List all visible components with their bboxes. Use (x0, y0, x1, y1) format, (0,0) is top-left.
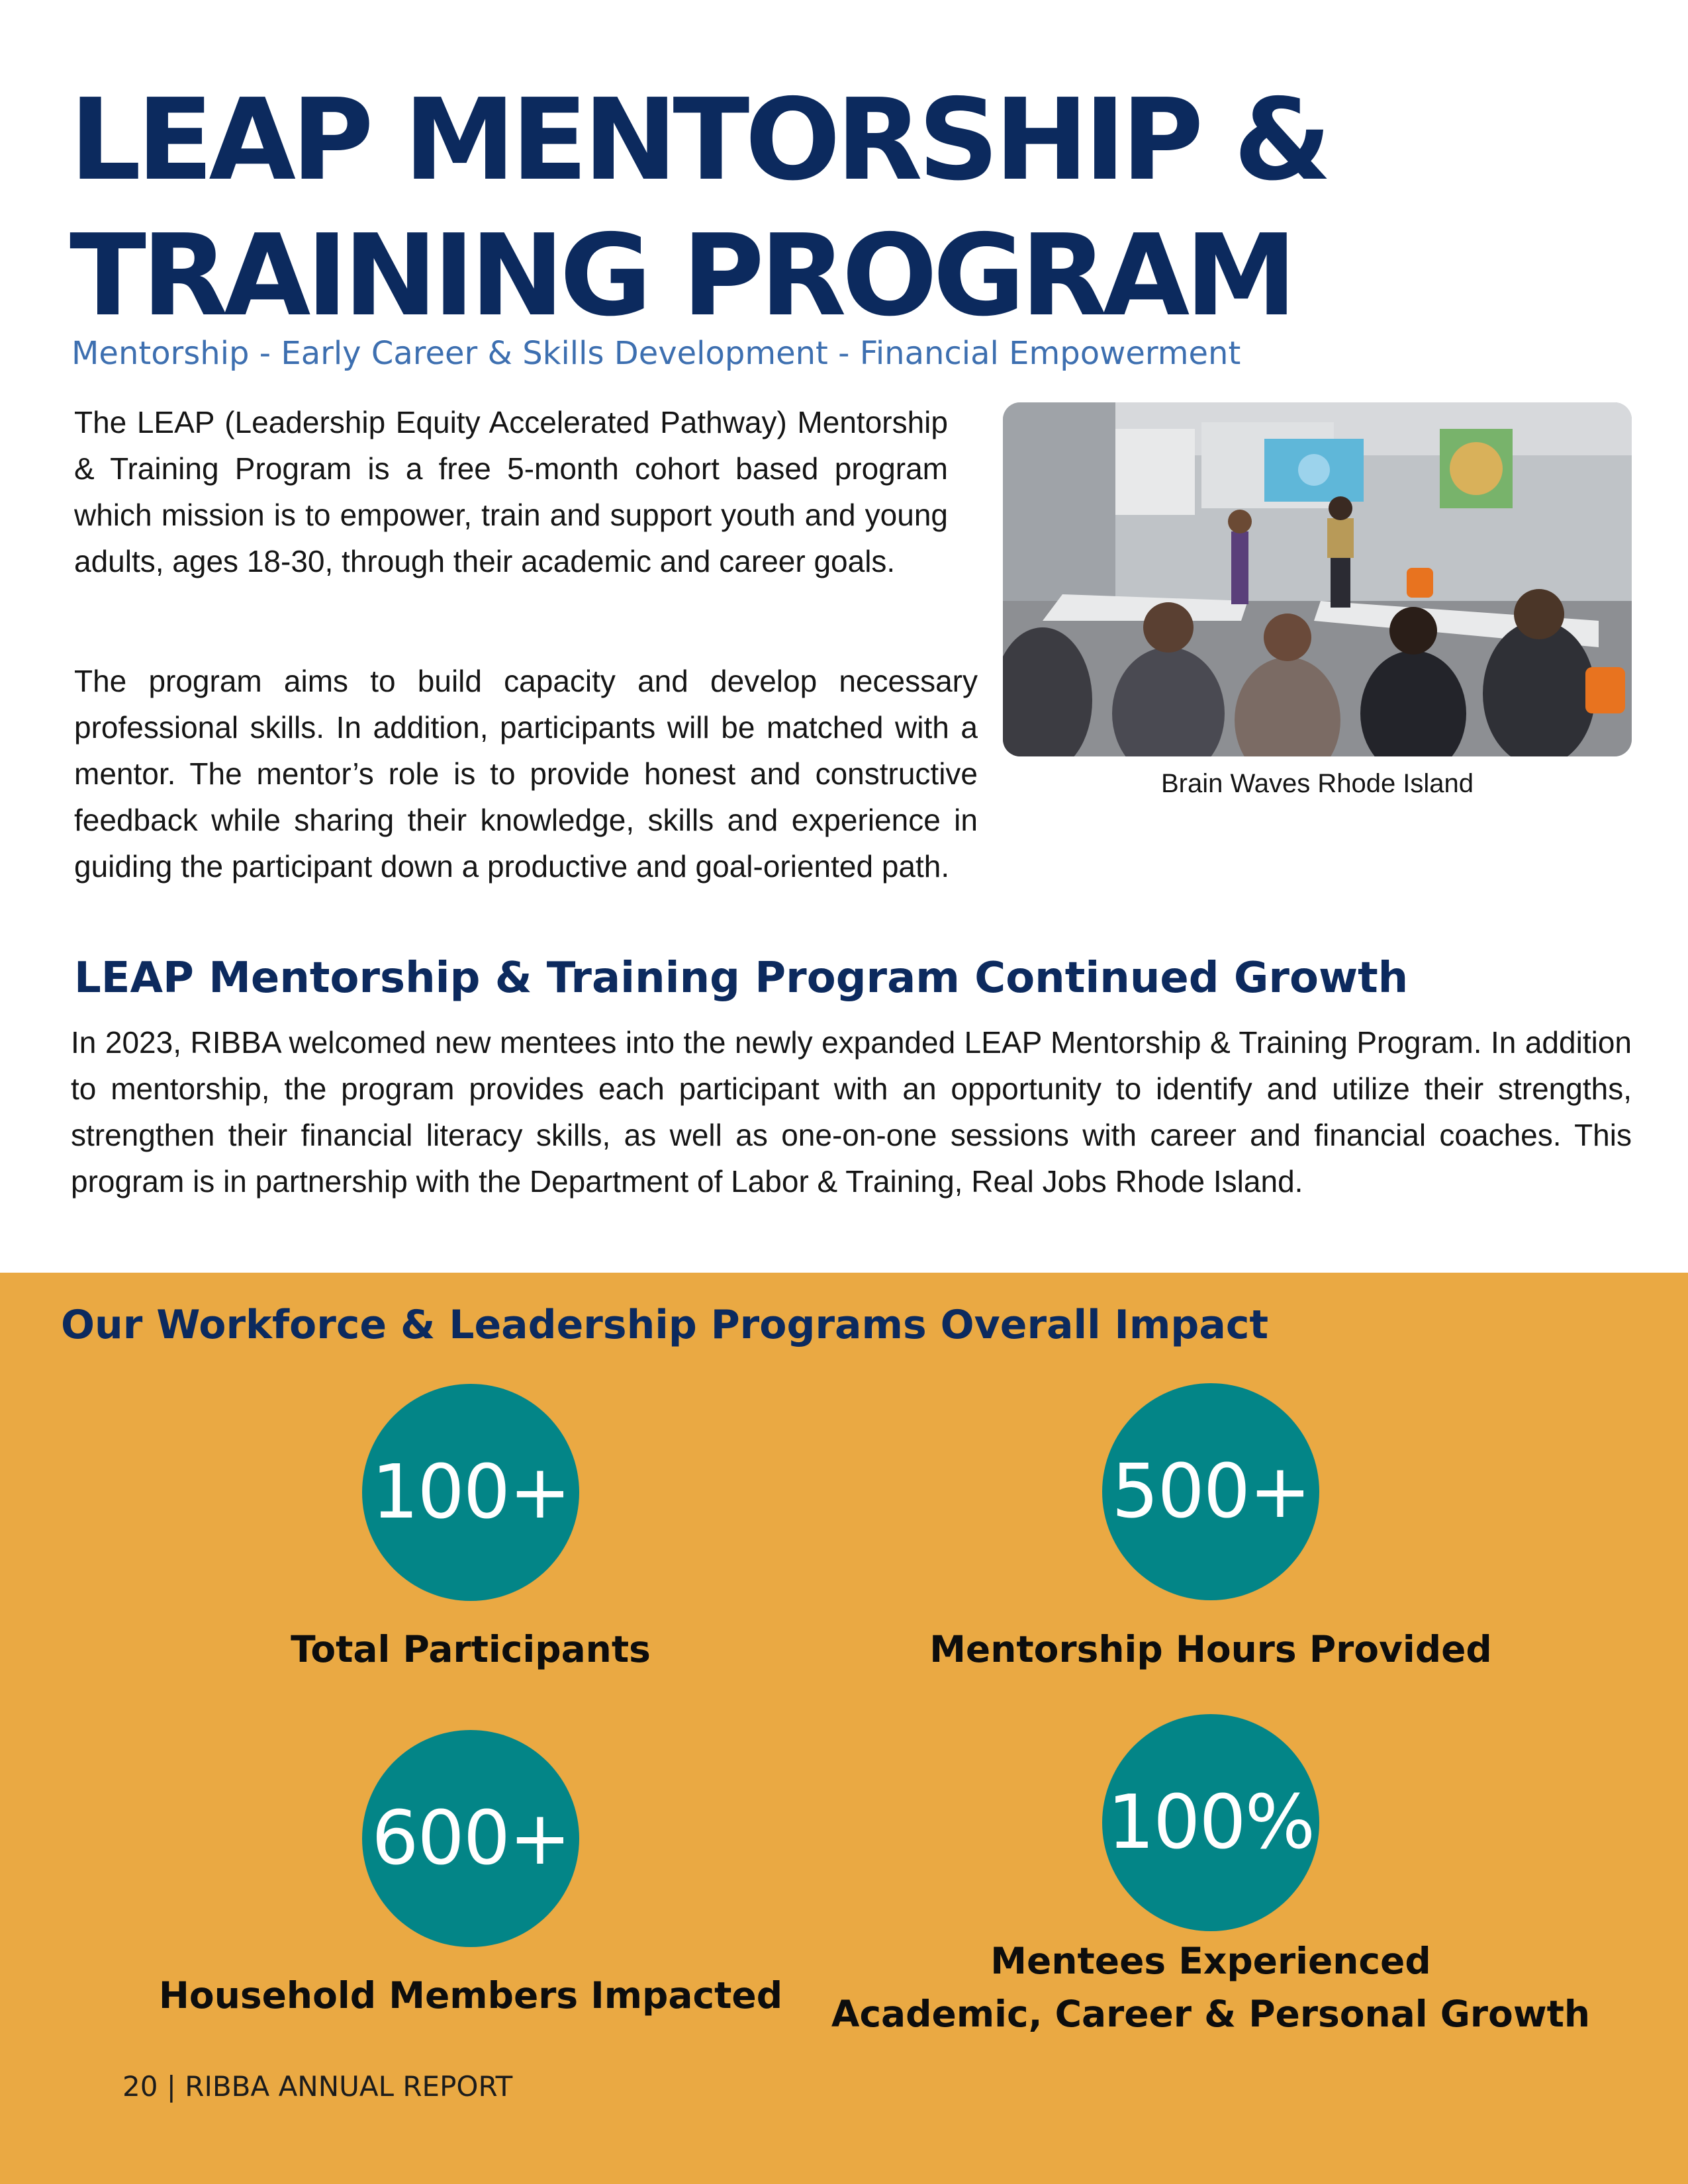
stat-label-line: Household Members Impacted (158, 1974, 783, 2017)
page-title-line-2: TRAINING PROGRAM (70, 210, 1293, 341)
stat-label-line-2: Academic, Career & Personal Growth (831, 1993, 1591, 2035)
stat-circle-mentee-growth: 100% (1102, 1714, 1319, 1931)
stat-label-line: Total Participants (291, 1628, 651, 1670)
stat-label-line: Mentorship Hours Provided (929, 1628, 1492, 1670)
stat-circle-household-members: 600+ (362, 1730, 579, 1947)
intro-paragraph-1: The LEAP (Leadership Equity Accelerated Pathway) Mentorship & Training Program is a free 5-month cohort based program which mission is to empower, train and support youth and young adults, ages 18-30, through their academic and career goals. (74, 405, 948, 578)
program-tagline: Mentorship - Early Career & Skills Development - Financial Empowerment (71, 335, 1241, 372)
page-footer: 20 | RIBBA ANNUAL REPORT (122, 2070, 513, 2103)
stat-label-mentorship-hours (797, 1623, 1624, 1676)
stat-label-household-members (57, 1969, 884, 2022)
stat-circle-participants: 100+ (362, 1384, 579, 1601)
stat-label-participants (57, 1623, 884, 1676)
page-title (70, 73, 1526, 344)
growth-heading: LEAP Mentorship & Training Program Continued Growth (74, 954, 1409, 1003)
photo-caption: Brain Waves Rhode Island (1160, 769, 1474, 798)
stat-label-mentee-growth (797, 1934, 1624, 2040)
classroom-photo (1003, 402, 1632, 756)
page-title-line-1: LEAP MENTORSHIP & (70, 75, 1327, 206)
intro-paragraph-2: The program aims to build capacity and develop necessary professional skills. In addition, participants will be matched with a mentor. The mentor’s role is to provide honest and constructive feedback while sharing their knowledge, skills and experience in guiding the participant down a productive and goal-oriented path. (74, 664, 978, 884)
growth-paragraph: In 2023, RIBBA welcomed new mentees into the newly expanded LEAP Mentorship & Training Program. In addition to mentorship, the program provides each participant with an opportunity to identify and utilize their strengths, strengthen their financial literacy skills, as well as one-on-one sessions with career and financial coaches. This program is in partnership with the Department of Labor & Training, Real Jobs Rhode Island. (71, 1025, 1632, 1199)
impact-panel (0, 1273, 1688, 2184)
stat-circle-mentorship-hours: 500+ (1102, 1383, 1319, 1600)
stat-label-line-1: Mentees Experienced (990, 1940, 1431, 1982)
impact-heading: Our Workforce & Leadership Programs Overall Impact (61, 1302, 1269, 1348)
